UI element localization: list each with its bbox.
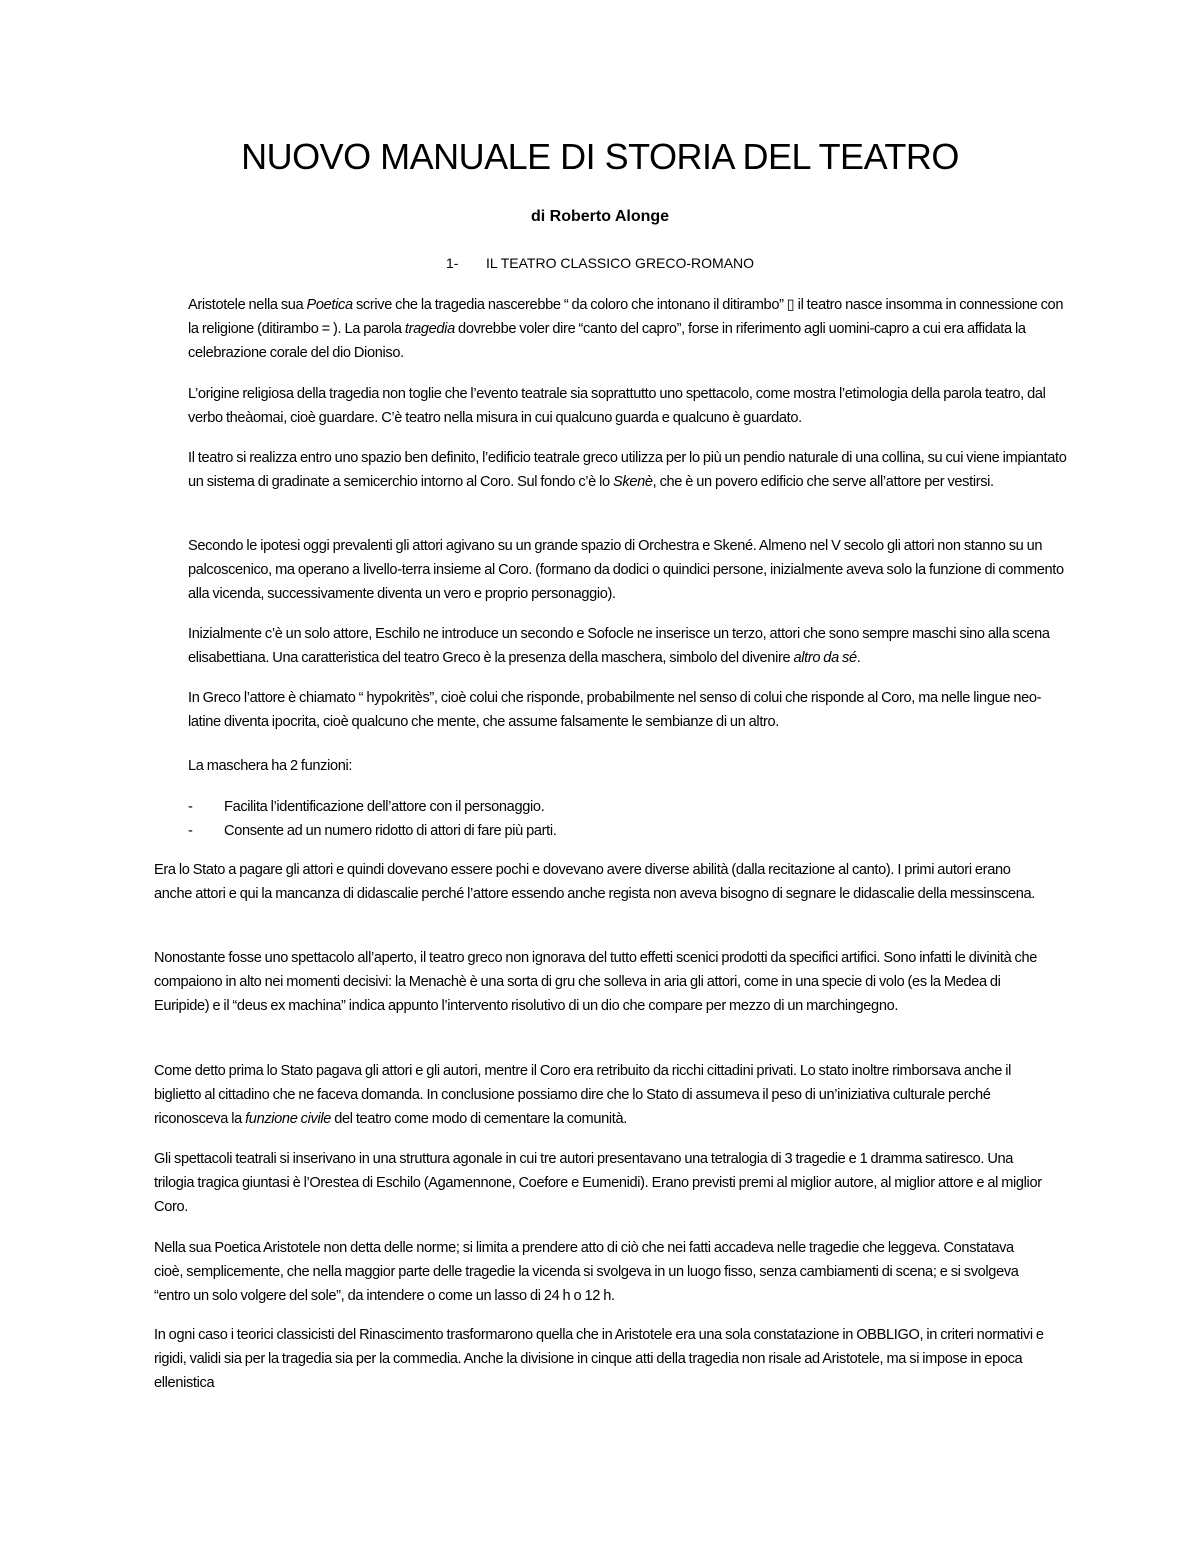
list-item [188,795,1048,819]
list-item-dash: - [188,823,193,839]
list-item [188,819,1048,843]
section-number: 1- [445,255,459,271]
paragraph-1-text-c: scrive che la tragedia nascerebbe “ da coloro che intonano il ditirambo” ▯ il teatro nasce insomma in connessione con la religione (ditirambo = ). La parola [188,297,1064,337]
page-title: NUOVO MANUALE DI STORIA DEL TEATRO [241,136,959,177]
paragraph-10-italic-funzione-civile: funzione civile [245,1111,332,1127]
paragraph-3-italic-skene: Skenè [613,474,653,490]
paragraph-5 [188,622,1068,670]
paragraph-5-italic-altro-da-se: altro da sé [793,650,857,666]
paragraph-6: In Greco l’attore è chiamato “ hypokritès”, cioè colui che risponde, probabilmente nel senso di colui che risponde al Coro, ma nelle lingue neo-latine diventa ipocrita, cioè qualcuno che mente, che assume falsamente le sembianze di un altro. [188,690,1042,730]
paragraph-1 [188,293,1068,365]
author-line: di Roberto Alonge [530,208,670,225]
paragraph-8: Era lo Stato a pagare gli attori e quindi dovevano essere pochi e dovevano avere diverse abilità (dalla recitazione al canto). I primi autori erano anche attori e qui la mancanza di didascalie perché l’attore essendo anche regista non aveva bisogno di segnare le didascalie della messinscena. [154,862,1035,902]
paragraph-1-text-a: Aristotele nella sua [188,297,307,313]
paragraph-5-text-c: . [856,650,861,666]
paragraph-7: La maschera ha 2 funzioni: [188,758,353,774]
list-item-text: Facilita l’identificazione dell’attore con il personaggio. [224,799,545,815]
paragraph-10-text-c: del teatro come modo di cementare la comunità. [331,1111,627,1127]
paragraph-11: Gli spettacoli teatrali si inserivano in una struttura agonale in cui tre autori presentavano una tetralogia di 3 tragedie e 1 dramma satiresco. Una trilogia tragica giuntasi è l’Orestea di Eschilo (Agamennone, Coefore e Eumenidi). Erano previsti premi al miglior autore, al miglior attore e al miglior Coro. [154,1151,1042,1215]
paragraph-5-text-a: Inizialmente c’è un solo attore, Eschilo ne introduce un secondo e Sofocle ne inserisce un terzo, attori che sono sempre maschi sino alla scena elisabettiana. Una caratteristica del teatro Greco è la presenza della maschera, simbolo del divenire [188,626,1050,666]
section-title: IL TEATRO CLASSICO GRECO-ROMANO [485,255,755,271]
paragraph-2: L’origine religiosa della tragedia non toglie che l’evento teatrale sia soprattutto uno spettacolo, come mostra l’etimologia della parola teatro, dal verbo theàomai, cioè guardare. C’è teatro nella misura in cui qualcuno guarda e qualcuno è guardato. [188,386,1046,426]
paragraph-13: In ogni caso i teorici classicisti del Rinascimento trasformarono quella che in Aristotele era una sola constatazione in OBBLIGO, in criteri normativi e rigidi, validi sia per la tragedia sia per la commedia. Anche la divisione in cinque atti della tragedia non risale ad Aristotele, ma si impose in epoca ellenistica [154,1327,1044,1391]
paragraph-1-italic-tragedia: tragedia [404,321,455,337]
paragraph-1-text-e: dovrebbe voler dire “canto del capro”, forse in riferimento agli uomini-capro a cui era affidata la celebrazione corale del dio Dioniso. [188,321,1026,361]
paragraph-3-text-c: , che è un povero edificio che serve all’attore per vestirsi. [652,474,994,490]
paragraph-1-italic-poetica: Poetica [306,297,353,313]
mask-functions-list [188,795,1048,843]
list-item-text: Consente ad un numero ridotto di attori di fare più parti. [224,823,557,839]
paragraph-12: Nella sua Poetica Aristotele non detta delle norme; si limita a prendere atto di ciò che nei fatti accadeva nelle tragedie che leggeva. Constatava cioè, semplicemente, che nella maggior parte delle tragedie la vicenda si svolgeva in un luogo fisso, senza cambiamenti di scena; e si svolgeva “entro un solo volgere del sole”, da intendere o come un lasso di 24 h o 12 h. [154,1240,1019,1304]
paragraph-3-text-a: Il teatro si realizza entro uno spazio ben definito, l’edificio teatrale greco utilizza per lo più un pendio naturale di una collina, su cui viene impiantato un sistema di gradinate a semicerchio intorno al Coro. Sul fondo c’è lo [188,450,1067,490]
paragraph-10-text-a: Come detto prima lo Stato pagava gli attori e gli autori, mentre il Coro era retribuito da ricchi cittadini privati. Lo stato inoltre rimborsava anche il biglietto al cittadino che ne faceva domanda. In conclusione possiamo dire che lo Stato di assumeva il peso di un’iniziativa culturale perché riconosceva la [154,1063,1012,1127]
paragraph-9: Nonostante fosse uno spettacolo all’aperto, il teatro greco non ignorava del tutto effetti scenici prodotti da specifici artifici. Sono infatti le divinità che compaiono in alto nei momenti decisivi: la Menachè è una sorta di gru che solleva in aria gli attori, come in una specie di volo (es la Medea di Euripide) e il “deus ex machina” indica appunto l’intervento risolutivo di un dio che compare per mezzo di un marchingegno. [154,950,1038,1014]
paragraph-3 [188,446,1068,494]
paragraph-4: Secondo le ipotesi oggi prevalenti gli attori agivano su un grande spazio di Orchestra e Skené. Almeno nel V secolo gli attori non stanno su un palcoscenico, ma operano a livello-terra insieme al Coro. (formano da dodici o quindici persone, inizialmente aveva solo la funzione di commento alla vicenda, successivamente diventa un vero e proprio personaggio). [188,538,1064,602]
section-heading [0,255,1200,271]
list-item-dash: - [188,799,193,815]
paragraph-10 [154,1059,1044,1131]
